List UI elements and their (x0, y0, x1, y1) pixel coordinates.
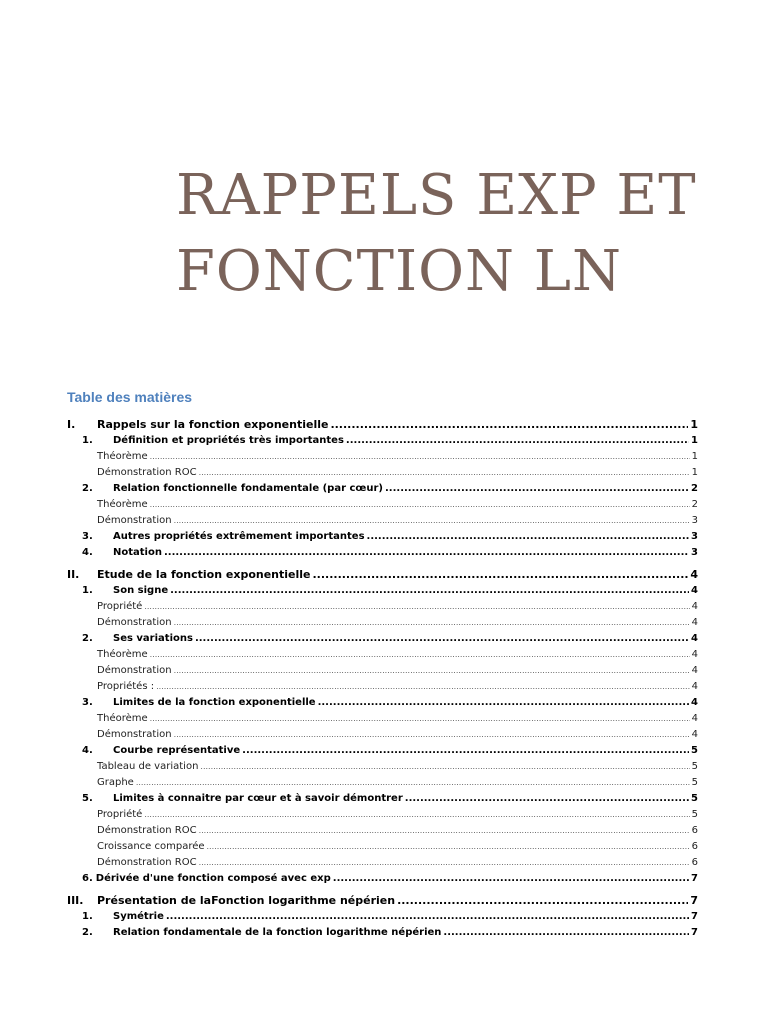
toc-dot-leader (164, 545, 689, 561)
toc-dot-leader (397, 893, 688, 909)
toc-entry-page-number: 1 (691, 467, 698, 478)
toc-entry-label: Démonstration ROC (97, 857, 197, 868)
toc-entry-level-2[interactable] (67, 631, 698, 647)
toc-entry-label: Théorème (97, 451, 148, 462)
toc-dot-leader (195, 631, 689, 647)
table-of-contents (67, 417, 698, 941)
toc-dot-leader (166, 909, 689, 925)
toc-entry-label: Démonstration ROC (97, 825, 197, 836)
toc-entry-page-number: 4 (691, 729, 698, 740)
toc-entry-page-number: 1 (691, 451, 698, 462)
toc-entry-level-3[interactable] (67, 497, 698, 513)
toc-entry-page-number: 3 (691, 515, 698, 526)
toc-dot-leader (346, 433, 689, 449)
toc-entry-number: 5. (82, 793, 93, 804)
toc-entry-level-3[interactable] (67, 775, 698, 791)
toc-entry-number: 1. (82, 585, 93, 596)
toc-entry-number: 2. (82, 927, 93, 938)
toc-entry-label: Définition et propriétés très importantes (113, 435, 344, 446)
toc-dot-leader (318, 695, 689, 711)
toc-entry-number: 4. (82, 745, 93, 756)
toc-heading: Table des matières (67, 389, 193, 405)
toc-dot-leader (150, 711, 690, 727)
toc-entry-level-3[interactable] (67, 599, 698, 615)
toc-dot-leader (207, 839, 690, 855)
toc-entry-label: Théorème (97, 499, 148, 510)
toc-entry-number: 2. (82, 483, 93, 494)
toc-entry-level-3[interactable] (67, 647, 698, 663)
toc-entry-label: Son signe (113, 585, 169, 596)
toc-entry-label: Propriété (97, 601, 143, 612)
toc-entry-label: Propriété (97, 809, 143, 820)
toc-entry-page-number: 7 (691, 927, 698, 938)
toc-entry-page-number: 6 (691, 857, 698, 868)
toc-entry-label: Etude de la fonction exponentielle (97, 568, 311, 581)
document-title (176, 158, 756, 310)
toc-entry-label: Démonstration (97, 665, 172, 676)
toc-entry-label: Autres propriétés extrêmement importantes (113, 531, 365, 542)
toc-entry-level-3[interactable] (67, 711, 698, 727)
toc-entry-label: Rappels sur la fonction exponentielle (97, 418, 329, 431)
toc-entry-level-2[interactable] (67, 433, 698, 449)
toc-dot-leader (150, 497, 690, 513)
toc-entry-level-3[interactable] (67, 615, 698, 631)
toc-entry-label: Démonstration (97, 729, 172, 740)
toc-entry-level-1[interactable] (67, 417, 698, 433)
toc-entry-page-number: 5 (691, 809, 698, 820)
toc-entry-page-number: 1 (691, 435, 698, 446)
toc-entry-level-2[interactable] (67, 695, 698, 711)
toc-entry-level-3[interactable] (67, 663, 698, 679)
toc-entry-page-number: 3 (691, 531, 698, 542)
toc-entry-level-3[interactable] (67, 807, 698, 823)
toc-entry-level-2[interactable] (67, 545, 698, 561)
toc-entry-level-3[interactable] (67, 759, 698, 775)
toc-dot-leader (174, 615, 690, 631)
toc-entry-label: Théorème (97, 713, 148, 724)
toc-entry-level-3[interactable] (67, 513, 698, 529)
toc-dot-leader (156, 679, 690, 695)
toc-entry-number: 1. (82, 911, 93, 922)
toc-entry-level-3[interactable] (67, 823, 698, 839)
toc-entry-level-2[interactable] (67, 791, 698, 807)
toc-entry-label: Notation (113, 547, 162, 558)
toc-entry-page-number: 6 (691, 841, 698, 852)
toc-entry-level-3[interactable] (67, 839, 698, 855)
toc-entry-label: Dérivée d'une fonction composé avec exp (95, 873, 331, 884)
toc-dot-leader (405, 791, 689, 807)
toc-entry-page-number: 4 (691, 649, 698, 660)
toc-entry-level-2[interactable] (67, 871, 698, 887)
toc-entry-page-number: 3 (691, 547, 698, 558)
toc-dot-leader (333, 871, 689, 887)
toc-entry-page-number: 7 (691, 873, 698, 884)
toc-entry-page-number: 6 (691, 825, 698, 836)
toc-entry-label: Croissance comparée (97, 841, 205, 852)
toc-entry-page-number: 2 (691, 499, 698, 510)
toc-entry-label: Relation fondamentale de la fonction logarithme népérien (113, 927, 442, 938)
toc-dot-leader (174, 513, 690, 529)
toc-entry-page-number: 7 (690, 894, 698, 907)
toc-entry-number: 3. (82, 531, 93, 542)
toc-dot-leader (170, 583, 689, 599)
toc-entry-number: I. (67, 418, 76, 431)
toc-entry-page-number: 5 (691, 793, 698, 804)
toc-entry-page-number: 5 (691, 777, 698, 788)
toc-entry-page-number: 4 (691, 617, 698, 628)
toc-entry-level-2[interactable] (67, 583, 698, 599)
toc-entry-label: Graphe (97, 777, 134, 788)
toc-dot-leader (136, 775, 690, 791)
toc-entry-number: 3. (82, 697, 93, 708)
toc-entry-page-number: 4 (691, 585, 698, 596)
document-title-line-2: FONCTION LN (176, 239, 622, 304)
document-title-line-1: RAPPELS EXP ET (176, 163, 697, 228)
toc-dot-leader (150, 647, 690, 663)
toc-entry-page-number: 4 (691, 633, 698, 644)
toc-entry-page-number: 4 (691, 665, 698, 676)
toc-dot-leader (144, 807, 689, 823)
toc-entry-level-1[interactable] (67, 893, 698, 909)
toc-entry-page-number: 1 (690, 418, 698, 431)
toc-entry-page-number: 4 (691, 601, 698, 612)
toc-entry-level-2[interactable] (67, 481, 698, 497)
toc-dot-leader (199, 465, 690, 481)
toc-entry-label: Présentation de laFonction logarithme népérien (97, 894, 396, 907)
toc-entry-label: Tableau de variation (97, 761, 199, 772)
toc-entry-page-number: 2 (691, 483, 698, 494)
toc-dot-leader (174, 663, 690, 679)
toc-entry-level-3[interactable] (67, 465, 698, 481)
toc-dot-leader (443, 925, 689, 941)
toc-entry-label: Symétrie (113, 911, 164, 922)
toc-entry-level-2[interactable] (67, 743, 698, 759)
toc-entry-page-number: 4 (691, 713, 698, 724)
toc-entry-number: 6. (82, 873, 93, 884)
toc-entry-page-number: 4 (691, 697, 698, 708)
toc-entry-label: Démonstration ROC (97, 467, 197, 478)
toc-entry-number: 2. (82, 633, 93, 644)
toc-entry-number: III. (67, 894, 84, 907)
toc-dot-leader (144, 599, 689, 615)
toc-dot-leader (199, 823, 690, 839)
toc-entry-level-3[interactable] (67, 679, 698, 695)
toc-entry-label: Théorème (97, 649, 148, 660)
toc-dot-leader (200, 759, 689, 775)
toc-entry-page-number: 4 (690, 568, 698, 581)
toc-dot-leader (174, 727, 690, 743)
toc-dot-leader (199, 855, 690, 871)
toc-entry-page-number: 4 (691, 681, 698, 692)
toc-entry-label: Limites de la fonction exponentielle (113, 697, 316, 708)
toc-entry-level-3[interactable] (67, 727, 698, 743)
toc-dot-leader (150, 449, 690, 465)
toc-entry-label: Ses variations (113, 633, 193, 644)
toc-dot-leader (385, 481, 689, 497)
toc-entry-level-2[interactable] (67, 925, 698, 941)
toc-entry-number: 1. (82, 435, 93, 446)
toc-entry-label: Relation fonctionnelle fondamentale (par cœur) (113, 483, 383, 494)
toc-entry-label: Démonstration (97, 617, 172, 628)
toc-entry-level-3[interactable] (67, 855, 698, 871)
toc-entry-number: 4. (82, 547, 93, 558)
toc-dot-leader (330, 417, 688, 433)
toc-entry-label: Démonstration (97, 515, 172, 526)
toc-entry-level-2[interactable] (67, 909, 698, 925)
toc-entry-label: Limites à connaitre par cœur et à savoir démontrer (113, 793, 403, 804)
toc-entry-page-number: 5 (691, 761, 698, 772)
toc-entry-label: Courbe représentative (113, 745, 241, 756)
toc-entry-number: II. (67, 568, 80, 581)
toc-dot-leader (313, 567, 689, 583)
toc-dot-leader (242, 743, 689, 759)
toc-dot-leader (367, 529, 690, 545)
toc-entry-page-number: 5 (691, 745, 698, 756)
toc-entry-page-number: 7 (691, 911, 698, 922)
toc-entry-level-1[interactable] (67, 567, 698, 583)
toc-entry-level-2[interactable] (67, 529, 698, 545)
toc-entry-label: Propriétés : (97, 681, 155, 692)
toc-entry-level-3[interactable] (67, 449, 698, 465)
